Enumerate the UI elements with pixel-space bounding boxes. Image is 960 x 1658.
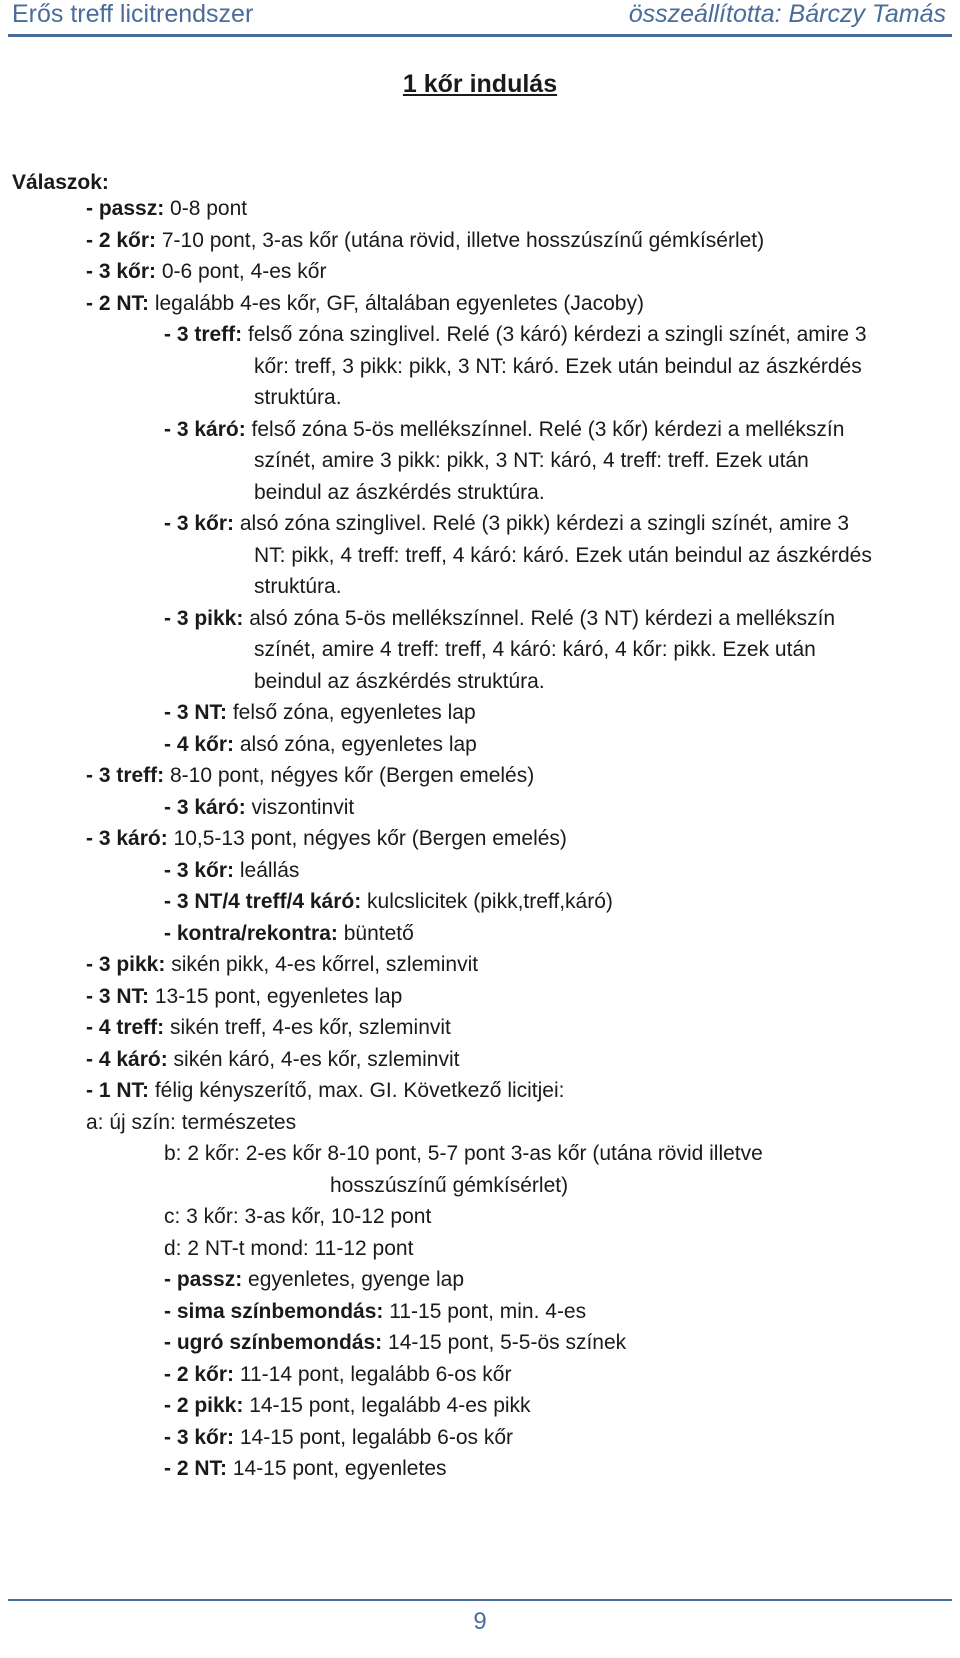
- bid-label: - 2 NT:: [86, 291, 149, 315]
- list-item: [0, 193, 960, 225]
- bid-description: 11-15 pont, min. 4-es: [383, 1299, 587, 1323]
- list-item: [0, 855, 960, 887]
- bid-description: alsó zóna 5-ös mellékszínnel. Relé (3 NT) kérdezi a mellékszín: [243, 606, 836, 630]
- bid-description: 14-15 pont, legalább 6-os kőr: [234, 1425, 514, 1449]
- bid-description: 0-8 pont: [164, 197, 248, 220]
- bid-label: - 3 kőr:: [164, 1425, 235, 1449]
- list-item: [0, 1201, 960, 1233]
- bid-description: 13-15 pont, egyenletes lap: [149, 984, 403, 1008]
- list-item: [0, 571, 960, 603]
- bid-label: - 2 NT:: [164, 1457, 227, 1480]
- bid-description: sikén pikk, 4-es kőrrel, szleminvit: [165, 953, 479, 976]
- list-item: [0, 508, 960, 540]
- bid-description: 14-15 pont, legalább 4-es pikk: [243, 1394, 531, 1417]
- list-item: [0, 1012, 960, 1044]
- bid-description: felső zóna, egyenletes lap: [227, 701, 476, 724]
- list-item: [0, 1170, 960, 1202]
- bid-description: a: új szín: természetes: [86, 1110, 297, 1134]
- page-header: [8, 0, 952, 37]
- list-item: [0, 792, 960, 824]
- list-item: [0, 1044, 960, 1076]
- list-item: [0, 634, 960, 666]
- bid-label: - passz:: [86, 197, 165, 220]
- list-item: [0, 823, 960, 855]
- bid-label: - sima színbemondás:: [164, 1299, 384, 1323]
- bid-label: - 3 NT:: [86, 984, 149, 1008]
- bid-description: hosszúszínű gémkísérlet): [330, 1173, 569, 1197]
- bid-description: felső zóna 5-ös mellékszínnel. Relé (3 kőr) kérdezi a mellékszín: [245, 417, 845, 441]
- list-item: [0, 603, 960, 635]
- bid-description: színét, amire 3 pikk: pikk, 3 NT: káró, 4 treff: treff. Ezek után: [254, 449, 809, 472]
- list-item: [0, 1264, 960, 1296]
- list-item: [0, 256, 960, 288]
- page-number: 9: [473, 1608, 487, 1635]
- bid-label: - 3 pikk:: [164, 606, 244, 630]
- bid-description: d: 2 NT-t mond: 11-12 pont: [164, 1236, 414, 1260]
- bid-label: - 2 kőr:: [86, 228, 157, 252]
- list-item: [0, 1296, 960, 1328]
- list-item: [0, 288, 960, 320]
- bid-description: 0-6 pont, 4-es kőr: [156, 260, 327, 283]
- header-document-title: Erős treff licitrendszer: [12, 0, 254, 28]
- bid-description: alsó zóna, egyenletes lap: [234, 732, 477, 756]
- bid-label: - 3 kőr:: [164, 512, 235, 535]
- page-title: 1 kőr indulás: [402, 70, 558, 98]
- list-item: [0, 666, 960, 698]
- bid-description: 10,5-13 pont, négyes kőr (Bergen emelés): [167, 827, 567, 850]
- list-item: [0, 1327, 960, 1359]
- bid-label: - 2 kőr:: [164, 1362, 235, 1386]
- bid-label: - 1 NT:: [86, 1079, 149, 1102]
- list-item: [0, 540, 960, 572]
- bid-description: 14-15 pont, 5-5-ös színek: [382, 1331, 627, 1354]
- list-item: [0, 319, 960, 351]
- list-item: [0, 1138, 960, 1170]
- section-label: Válaszok:: [12, 171, 109, 194]
- bid-label: - 3 káró:: [164, 417, 246, 441]
- bid-label: - 3 pikk:: [86, 953, 166, 976]
- list-item: [0, 1075, 960, 1107]
- list-item: [0, 1233, 960, 1265]
- bid-label: - 4 kőr:: [164, 732, 235, 756]
- bid-label: - 4 treff:: [86, 1016, 165, 1039]
- bid-description: leállás: [234, 858, 300, 882]
- bid-label: - ugró színbemondás:: [164, 1331, 383, 1354]
- list-item: [0, 477, 960, 509]
- list-item: [0, 414, 960, 446]
- bid-label: - 4 káró:: [86, 1047, 168, 1071]
- bid-description: színét, amire 4 treff: treff, 4 káró: káró, 4 kőr: pikk. Ezek után: [254, 638, 816, 661]
- bid-description: kulcslicitek (pikk,treff,káró): [361, 890, 613, 913]
- list-item: [0, 981, 960, 1013]
- bid-description: 11-14 pont, legalább 6-os kőr: [234, 1362, 512, 1386]
- list-item: [0, 886, 960, 918]
- bid-label: - kontra/rekontra:: [164, 921, 338, 945]
- list-item: [0, 1359, 960, 1391]
- list-item: [0, 1453, 960, 1485]
- bid-label: - 3 NT:: [164, 701, 227, 724]
- bid-description: legalább 4-es kőr, GF, általában egyenletes (Jacoby): [149, 291, 644, 315]
- list-item: [0, 351, 960, 383]
- list-item: [0, 697, 960, 729]
- list-item: [0, 1107, 960, 1139]
- bid-description: struktúra.: [254, 575, 342, 598]
- list-item: [0, 445, 960, 477]
- bidding-list: [0, 193, 960, 1485]
- header-author: összeállította: Bárczy Tamás: [628, 0, 946, 28]
- bid-description: beindul az ászkérdés struktúra.: [254, 669, 545, 693]
- list-item: [0, 760, 960, 792]
- bid-description: 14-15 pont, egyenletes: [227, 1457, 447, 1480]
- bid-description: c: 3 kőr: 3-as kőr, 10-12 pont: [164, 1205, 432, 1228]
- list-item: [0, 729, 960, 761]
- bid-description: alsó zóna szinglivel. Relé (3 pikk) kérdezi a szingli színét, amire 3: [234, 512, 850, 535]
- bid-description: 7-10 pont, 3-as kőr (utána rövid, illetve hosszúszínű gémkísérlet): [156, 228, 765, 252]
- bid-description: 8-10 pont, négyes kőr (Bergen emelés): [164, 764, 535, 787]
- bid-label: - passz:: [164, 1268, 243, 1291]
- bid-description: büntető: [337, 921, 414, 945]
- bid-description: sikén treff, 4-es kőr, szleminvit: [164, 1016, 451, 1039]
- bid-description: felső zóna szinglivel. Relé (3 káró) kérdezi a szingli színét, amire 3: [242, 323, 867, 346]
- bid-description: sikén káró, 4-es kőr, szleminvit: [167, 1047, 460, 1071]
- bid-description: félig kényszerítő, max. GI. Következő licitjei:: [149, 1079, 565, 1102]
- bid-description: NT: pikk, 4 treff: treff, 4 káró: káró. Ezek után beindul az ászkérdés: [254, 543, 872, 567]
- bid-description: kőr: treff, 3 pikk: pikk, 3 NT: káró. Ezek után beindul az ászkérdés: [254, 354, 862, 378]
- bid-label: - 3 kőr:: [164, 858, 235, 882]
- bid-label: - 2 pikk:: [164, 1394, 244, 1417]
- list-item: [0, 1422, 960, 1454]
- footer-divider: [8, 1599, 952, 1601]
- list-item: [0, 1390, 960, 1422]
- bid-description: egyenletes, gyenge lap: [242, 1268, 465, 1291]
- bid-description: viszontinvit: [245, 795, 355, 819]
- bid-label: - 3 kőr:: [86, 260, 157, 283]
- list-item: [0, 382, 960, 414]
- list-item: [0, 949, 960, 981]
- bid-description: struktúra.: [254, 386, 342, 409]
- bid-description: beindul az ászkérdés struktúra.: [254, 480, 545, 504]
- bid-label: - 3 káró:: [164, 795, 246, 819]
- list-item: [0, 918, 960, 950]
- list-item: [0, 225, 960, 257]
- bid-description: b: 2 kőr: 2-es kőr 8-10 pont, 5-7 pont 3-as kőr (utána rövid illetve: [164, 1142, 763, 1165]
- bid-label: - 3 káró:: [86, 827, 168, 850]
- bid-label: - 3 treff:: [86, 764, 165, 787]
- bid-label: - 3 treff:: [164, 323, 243, 346]
- bid-label: - 3 NT/4 treff/4 káró:: [164, 890, 362, 913]
